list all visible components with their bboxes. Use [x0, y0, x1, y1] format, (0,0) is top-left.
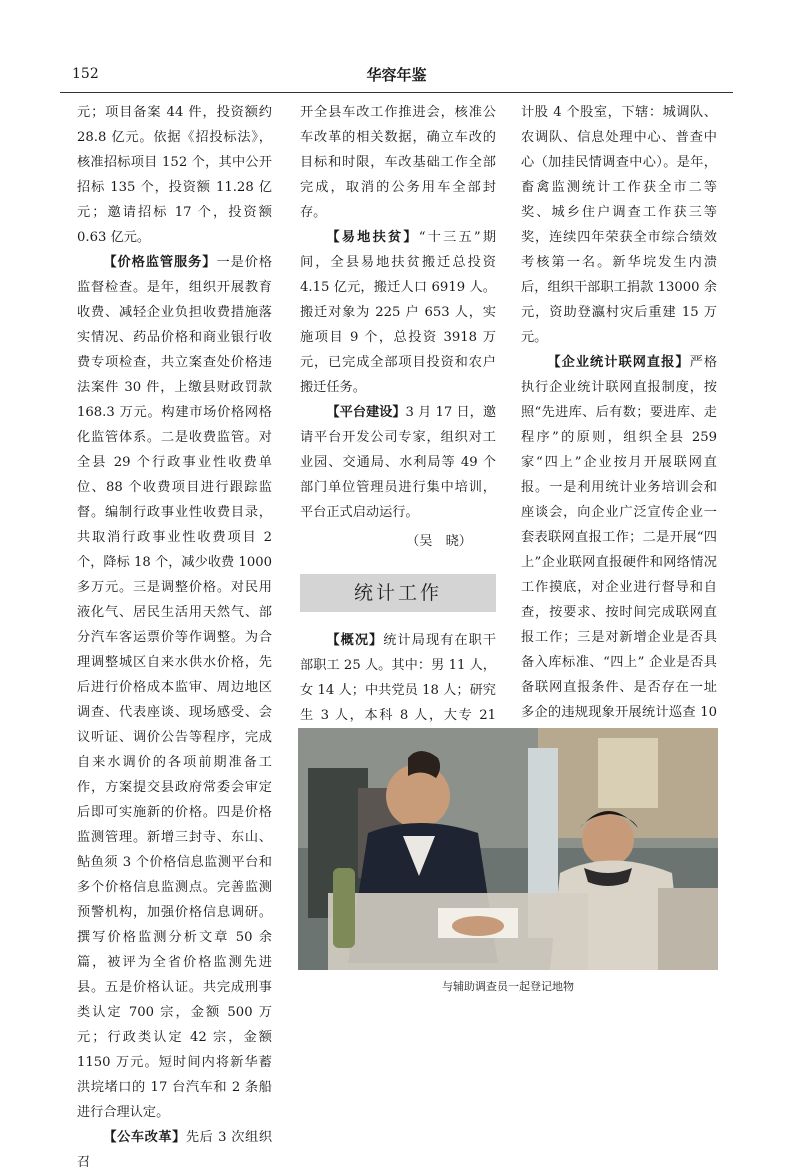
paragraph-text: 3 月 17 日，邀请平台开发公司专家，组织对工业园、交通局、水利局等 49 个部门单位管理员进行集中培训，平台正式启动运行。	[300, 405, 497, 520]
section-keyword: 【平台建设】	[326, 405, 406, 420]
paragraph	[300, 400, 496, 525]
text-column-2	[300, 100, 496, 828]
paragraph-text: 一是价格监督检查。是年，组织开展教育收费、减轻企业负担收费措施落实情况、药品价格和商业银行收费专项检查，共立案查处价格违法案件 30 件，上缴县财政罚款 168.3 万元。构建市场价格网格化监管体系。二是收费监管。对全县 29 个行政事业性收费单位、88 个收费项目进行跟踪监督。编制行政事业性收费目录，共取消行政事业性收费项目 2 个，降标 18 个，减少收费 1000 多万元。三是调整价格。对民用液化气、居民生活用天然气、部分汽车客运票价等作调整。为合理调整城区自来水供水价格，先后进行价格成本监审、周边地区调查、代表座谈、现场感受、会议听证、调价公告等程序，完成自来水调价的各项前期准备工作，方案提交县政府常委会审定后即可实施新的价格。四是价格监测管理。新增三封寺、东山、鲇鱼须 3 个价格信息监测平台和多个价格信息监测点。完善监测预警机构，加强价格信息调研。撰写价格监测分析文章 50 余篇，被评为全省价格监测先进县。五是价格认证。共完成刑事类认定 700 宗，金额 500 万元；行政类认定 42 宗，金额 1150 万元。短时间内将新华蓄洪垸堵口的 17 台汽车和 2 条船进行合理认定。	[77, 255, 273, 1120]
section-heading	[300, 574, 496, 612]
paragraph: 计股 4 个股室，下辖：城调队、农调队、信息处理中心、普查中心（加挂民情调查中心）。是年，畜禽监测统计工作获全市二等奖、城乡住户调查工作获三等奖，连续四年荣获全市综合绩效考核第一名。新华垸发生内溃后，组织干部职工捐款 13000 余元，资助登瀛村灾后重建 15 万元。	[521, 105, 717, 345]
paragraph-text: 严格执行企业统计联网直报制度，按照“先进库、后有数；要进库、走程序”的原则，组织全县 259 家“四上”企业按月开展联网直报。一是利用统计业务培训会和座谈会，向企业广泛宣传企业一套表联网直报工作；二是开展“四上”企业联网直报硬件和网络情况工作摸底，对企业进行督导和自查，按要求、按时间完成联网直报工作；三是对新增企业是否具备入库标准、“四上” 企业是否具备联网直报条件、是否存在一址多企的违规现象开展统计巡查 10	[521, 355, 718, 720]
running-title: 华容年鉴	[366, 66, 427, 84]
section-keyword: 【企业统计联网直报】	[547, 355, 690, 370]
section-keyword: 【概况】	[326, 633, 384, 648]
paragraph: 开全县车改工作推进会，核准公车改革的相关数据，确立车改的目标和时限，车改基础工作全部完成，取消的公务用车全部封存。	[300, 105, 496, 220]
paragraph-text: “十三五”期间，全县易地扶贫搬迁总投资 4.15 亿元，搬迁人口 6919 人。搬迁对象为 225 户 653 人，实施项目 9 个，总投资 3918 万元，已完成全部项目投资和农户搬迁任务。	[300, 230, 497, 395]
author-signature: （吴 晓）	[406, 534, 472, 549]
text-column-1	[77, 100, 272, 1175]
paragraph-text: 先后 3 次组织召	[77, 1130, 273, 1170]
section-keyword: 【易地扶贫】	[326, 230, 419, 245]
paragraph-text: 统计局现有在职干部职工 25 人。其中：男 11 人，女 14 人；中共党员 18 人；研究生 3 人，本科 8 人，大专 21	[300, 633, 497, 723]
news-photo	[298, 728, 718, 970]
paragraph	[77, 250, 272, 1125]
photo-caption: 与辅助调查员一起登记地物	[442, 980, 574, 993]
page-number: 152	[72, 66, 99, 82]
section-keyword: 【价格监管服务】	[103, 255, 217, 270]
section-keyword: 【公车改革】	[103, 1130, 186, 1145]
paragraph	[300, 225, 496, 400]
page-header	[60, 66, 733, 93]
paragraph	[77, 1125, 272, 1175]
text-column-3	[521, 100, 717, 800]
paragraph: 元；项目备案 44 件，投资额约 28.8 亿元。依据《招投标法》，核准招标项目 152 个，其中公开招标 135 个，投资额 11.28 亿元；邀请招标 17 个，投资额 0.63 亿元。	[77, 105, 272, 245]
section-title: 统计工作	[353, 581, 442, 604]
